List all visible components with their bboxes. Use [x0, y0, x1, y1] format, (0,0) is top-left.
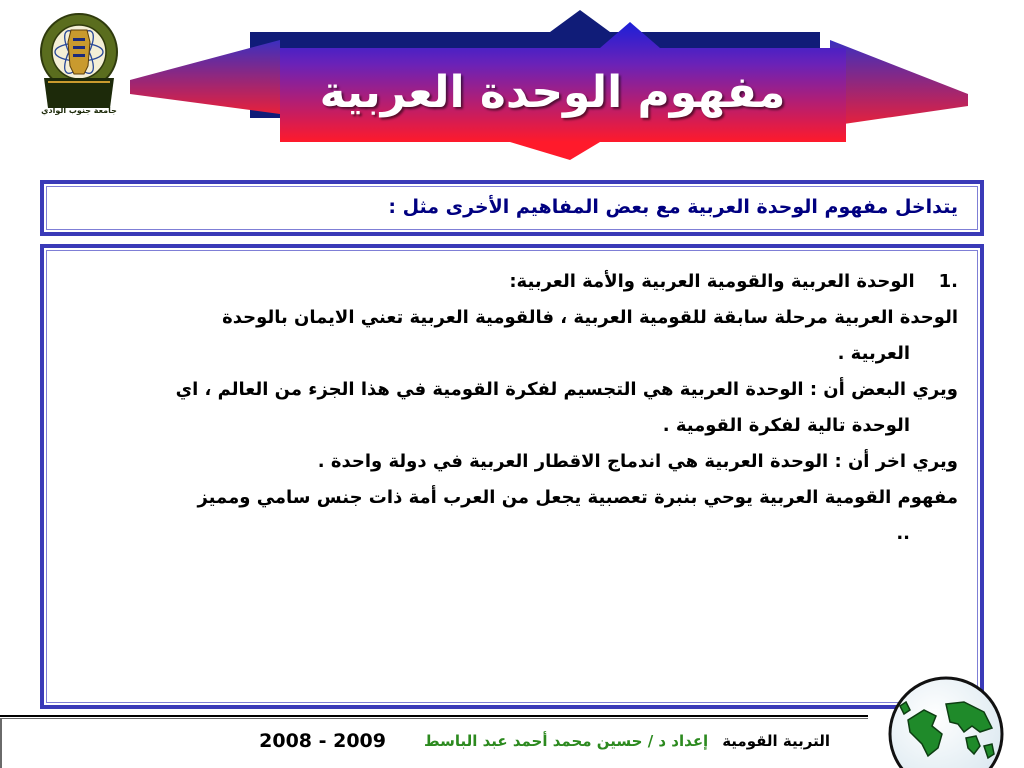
- footer-course: التربية القومية: [722, 732, 830, 750]
- subtitle-text: يتداخل مفهوم الوحدة العربية مع بعض المفاهيم الأخرى مثل :: [388, 196, 958, 218]
- paragraph-2-cont: الوحدة تالية لفكرة القومية .: [662, 415, 910, 436]
- paragraph-2: ويري البعض أن : الوحدة العربية هي التجسيم لفكرة القومية في هذا الجزء من العالم ، اي: [175, 379, 958, 400]
- paragraph-1: الوحدة العربية مرحلة سابقة للقومية العربية ، فالقومية العربية تعني الايمان بالوحدة: [222, 307, 958, 328]
- paragraph-1-cont: العربية .: [837, 343, 910, 364]
- footer-divider: [0, 715, 868, 717]
- item-number: 1.: [938, 271, 958, 292]
- content-text: [68, 264, 958, 552]
- footer: [205, 726, 830, 756]
- paragraph-3: ويري اخر أن : الوحدة العربية هي اندماج الاقطار العربية في دولة واحدة .: [317, 451, 958, 472]
- item-heading: [68, 264, 958, 300]
- footer-divider-shadow: [0, 718, 868, 719]
- footer-left-edge: [0, 719, 2, 768]
- content-box: [40, 244, 984, 709]
- subtitle-box: [40, 180, 984, 236]
- paragraph-4: مفهوم القومية العربية يوحي بنبرة تعصبية يجعل من العرب أمة ذات جنس سامي ومميز: [197, 487, 958, 508]
- globe-icon: [880, 676, 1006, 768]
- footer-author: إعداد د / حسين محمد أحمد عبد الباسط: [424, 732, 709, 750]
- footer-years: 2008 - 2009: [259, 730, 387, 752]
- item-heading-text: الوحدة العربية والقومية العربية والأمة العربية:: [509, 271, 915, 292]
- page-title: مفهوم الوحدة العربية: [319, 67, 786, 118]
- university-logo-icon: [38, 8, 120, 120]
- logo-caption: جامعة جنوب الوادي: [41, 106, 117, 115]
- paragraph-4-cont: ..: [896, 523, 910, 544]
